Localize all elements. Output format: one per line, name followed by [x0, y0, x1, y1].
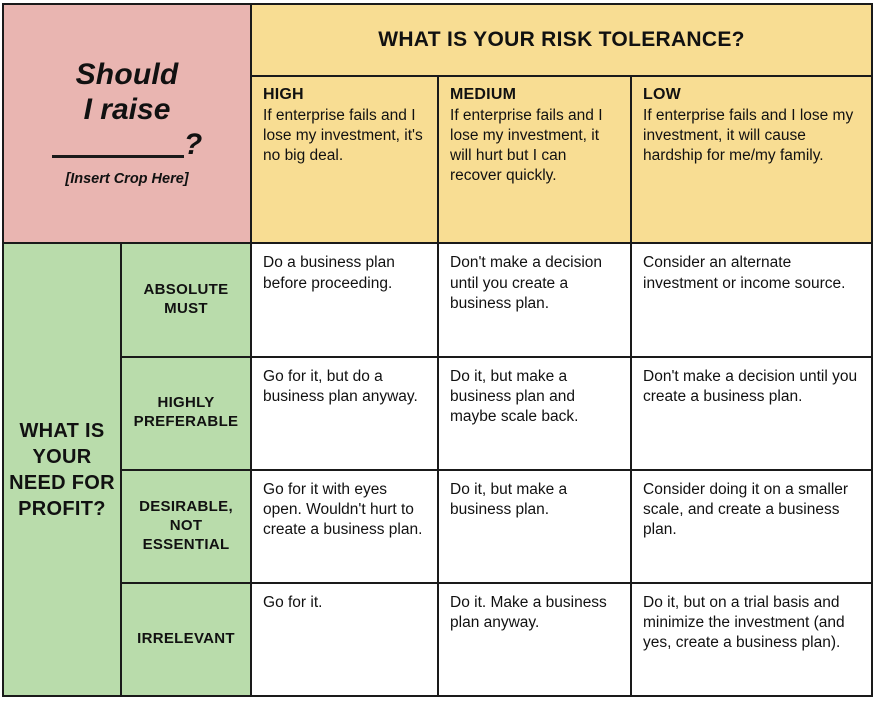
need-for-profit-axis-text: WHAT IS YOUR NEED FOR PROFIT? [9, 419, 115, 520]
risk-column-high-label: HIGH [263, 86, 304, 104]
cell-absolute-must-low: Consider an alternate investment or income source. [631, 243, 872, 356]
title-line-1: Should [75, 57, 179, 91]
decision-matrix [2, 3, 873, 697]
row-label-desirable-not-essential [121, 470, 251, 583]
cell-highly-preferable-medium: Do it, but make a business plan and maybe scale back. [438, 357, 631, 470]
row-label-irrelevant [121, 583, 251, 696]
cell-absolute-must-medium: Don't make a decision until you create a business plan. [438, 243, 631, 356]
matrix-header-row [3, 4, 872, 76]
cell-desirable-low: Consider doing it on a smaller scale, and create a business plan. [631, 470, 872, 583]
matrix-row [3, 357, 872, 470]
risk-column-medium-description: If enterprise fails and I lose my investment, it will hurt but I can recover quickly. [450, 107, 603, 184]
row-label-absolute-must [121, 243, 251, 356]
risk-column-medium-label: MEDIUM [450, 86, 517, 104]
title-line-3 [16, 127, 238, 162]
cell-irrelevant-medium: Do it. Make a business plan anyway. [438, 583, 631, 696]
risk-column-low-description: If enterprise fails and I lose my investment, it will cause hardship for me/my family. [643, 107, 854, 164]
risk-column-high [251, 76, 438, 243]
risk-column-low [631, 76, 872, 243]
row-label-highly-preferable [121, 357, 251, 470]
cell-desirable-high: Go for it with eyes open. Wouldn't hurt to create a business plan. [251, 470, 438, 583]
risk-tolerance-header [251, 4, 872, 76]
title-line-2-text: I raise [83, 93, 171, 127]
title-blank-line [52, 129, 184, 158]
title-question-mark: ? [183, 128, 203, 162]
cell-highly-preferable-low: Don't make a decision until you create a business plan. [631, 357, 872, 470]
need-for-profit-axis [3, 243, 121, 696]
cell-irrelevant-low: Do it, but on a trial basis and minimize the investment (and yes, create a business plan). [631, 583, 872, 696]
risk-column-high-description: If enterprise fails and I lose my investment, it's no big deal. [263, 107, 423, 164]
matrix-row [3, 583, 872, 696]
row-label-desirable-not-essential-text: DESIRABLE, NOT ESSENTIAL [139, 498, 233, 553]
risk-tolerance-header-text: WHAT IS YOUR RISK TOLERANCE? [378, 28, 745, 52]
title-note: [Insert Crop Here] [65, 170, 189, 187]
risk-column-medium [438, 76, 631, 243]
cell-desirable-medium: Do it, but make a business plan. [438, 470, 631, 583]
cell-absolute-must-high: Do a business plan before proceeding. [251, 243, 438, 356]
row-label-highly-preferable-text: HIGHLY PREFERABLE [133, 394, 239, 431]
row-label-irrelevant-text: IRRELEVANT [137, 630, 235, 648]
matrix-row [3, 243, 872, 356]
cell-highly-preferable-high: Go for it, but do a business plan anyway. [251, 357, 438, 470]
matrix-title-cell [3, 4, 251, 243]
row-label-absolute-must-text: ABSOLUTE MUST [143, 281, 229, 317]
title-line-2 [16, 92, 238, 127]
cell-irrelevant-high: Go for it. [251, 583, 438, 696]
matrix-row [3, 470, 872, 583]
risk-column-low-label: LOW [643, 86, 681, 104]
